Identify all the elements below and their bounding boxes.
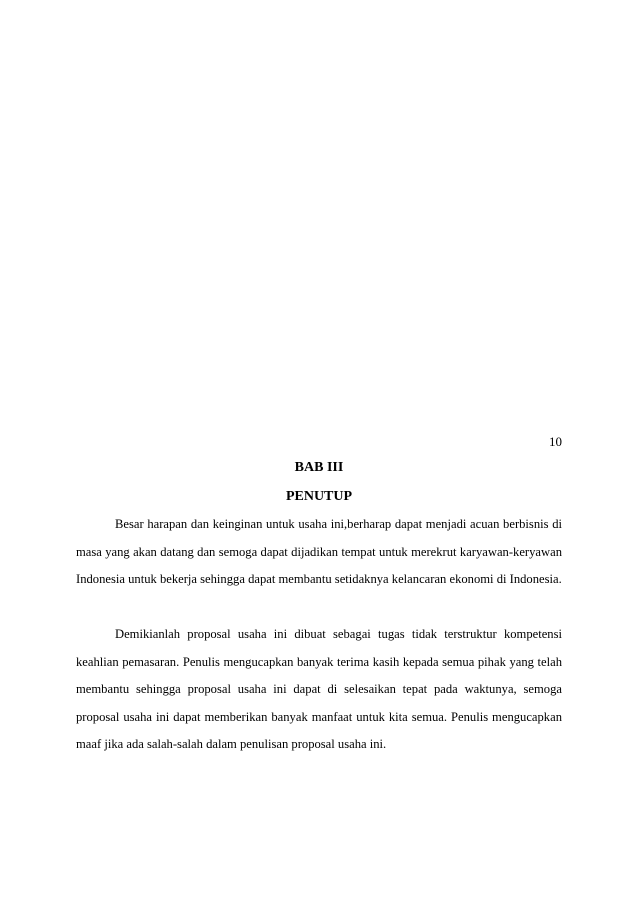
paragraph-closing-thanks: Demikianlah proposal usaha ini dibuat sebagai tugas tidak terstruktur kompetensi keahlian pemasaran. Penulis mengucapkan banyak terima kasih kepada semua pihak yang telah membantu sehingga proposal usaha ini dapat di selesaikan tepat pada waktunya, semoga proposal usaha ini dapat memberikan banyak manfaat untuk kita semua. Penulis mengucapkan maaf jika ada salah-salah dalam penulisan proposal usaha ini. <box>76 627 562 752</box>
page-number: 10 <box>549 434 562 449</box>
paragraph-closing-hope: Besar harapan dan keinginan untuk usaha ini,berharap dapat menjadi acuan berbisnis di masa yang akan datang dan semoga dapat dijadikan tempat untuk merekrut karyawan-keryawan Indonesia untuk bekerja sehingga dapat membantu setidaknya kelancaran ekonomi di Indonesia. <box>76 517 562 587</box>
chapter-label: BAB III <box>294 460 344 475</box>
chapter-title: PENUTUP <box>285 489 353 504</box>
